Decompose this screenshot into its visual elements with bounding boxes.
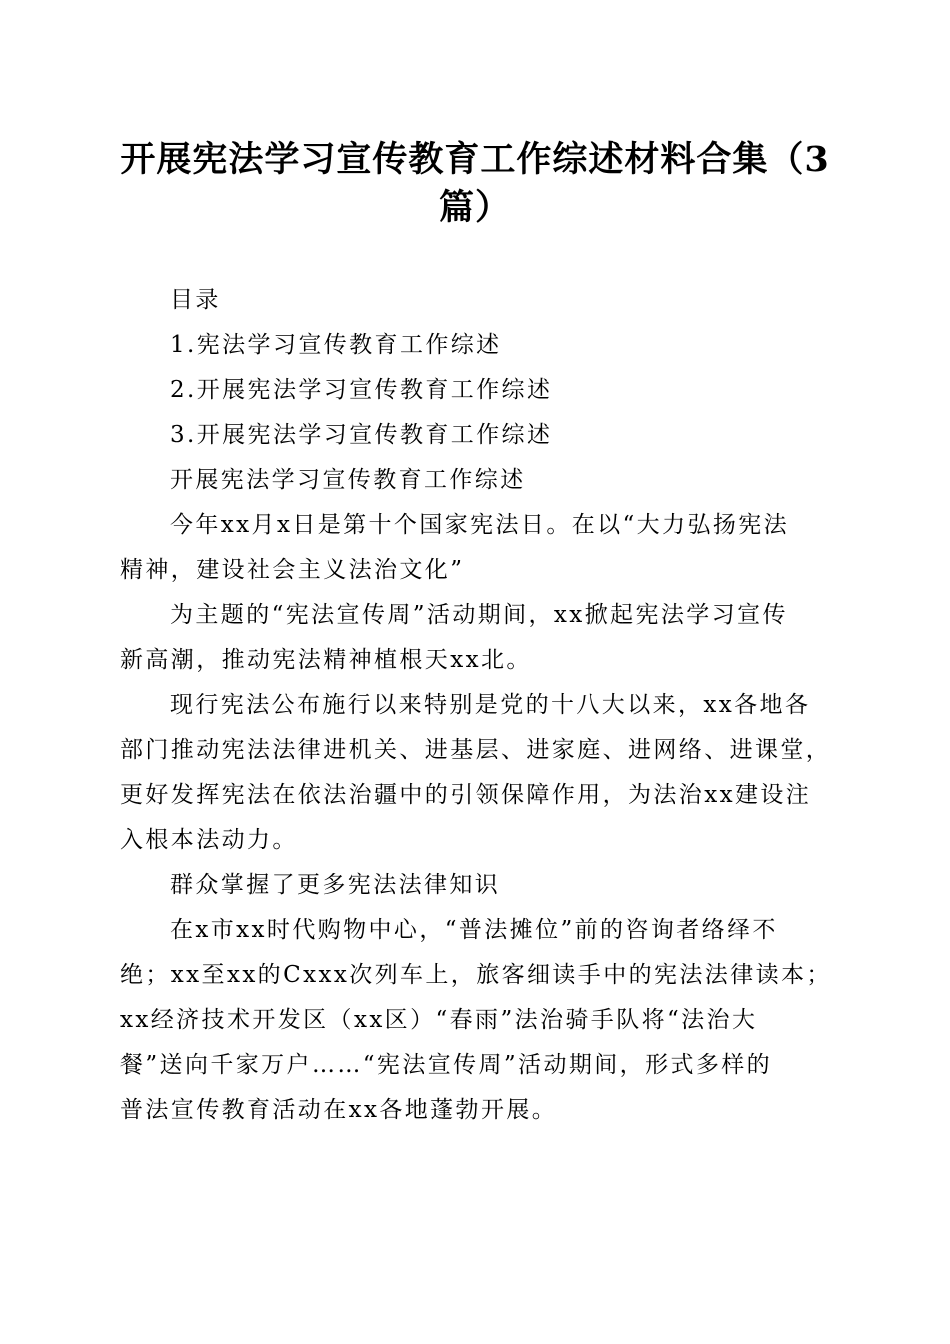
document-body <box>120 278 832 1133</box>
title-line-1: 开展宪法学习宣传教育工作综述材料合集（3 <box>120 139 830 180</box>
paragraph-line: 绝；xx至xx的Cxxx次列车上，旅客细读手中的宪法法律读本； <box>120 962 832 988</box>
section-title: 开展宪法学习宣传教育工作综述 <box>170 467 526 493</box>
paragraph-line: 普法宣传教育活动在xx各地蓬勃开展。 <box>120 1097 558 1123</box>
document-title <box>110 136 840 232</box>
paragraph <box>120 593 832 683</box>
toc-item: 2.开展宪法学习宣传教育工作综述 <box>170 377 553 403</box>
paragraph-line: 在x市xx时代购物中心，“普法摊位”前的咨询者络绎不 <box>170 917 778 943</box>
paragraph-line: 精神，建设社会主义法治文化” <box>120 557 465 583</box>
toc-item: 3.开展宪法学习宣传教育工作综述 <box>170 422 553 448</box>
paragraph <box>120 863 832 908</box>
paragraph-line: xx经济技术开发区（xx区）“春雨”法治骑手队将“法治大 <box>120 1007 758 1033</box>
paragraph-line: 入根本法动力。 <box>120 827 298 853</box>
paragraph <box>120 908 832 1133</box>
paragraph-line: 餐”送向千家万户……“宪法宣传周”活动期间，形式多样的 <box>120 1052 773 1078</box>
paragraph-line: 今年xx月x日是第十个国家宪法日。在以“大力弘扬宪法 <box>170 512 790 538</box>
paragraph-line: 更好发挥宪法在依法治疆中的引领保障作用，为法治xx建设注 <box>120 782 812 808</box>
paragraph <box>120 503 832 593</box>
title-line-2: 篇） <box>438 187 511 228</box>
paragraph-line: 新高潮，推动宪法精神植根天xx北。 <box>120 647 532 673</box>
paragraph-line: 现行宪法公布施行以来特别是党的十八大以来，xx各地各 <box>170 692 811 718</box>
subheading: 群众掌握了更多宪法法律知识 <box>170 872 501 898</box>
paragraph-line: 部门推动宪法法律进机关、进基层、进家庭、进网络、进课堂， <box>120 737 832 763</box>
toc-heading: 目录 <box>170 287 221 313</box>
paragraph <box>120 683 832 863</box>
paragraph-line: 为主题的“宪法宣传周”活动期间，xx掀起宪法学习宣传 <box>170 602 788 628</box>
toc-item: 1.宪法学习宣传教育工作综述 <box>170 332 502 358</box>
